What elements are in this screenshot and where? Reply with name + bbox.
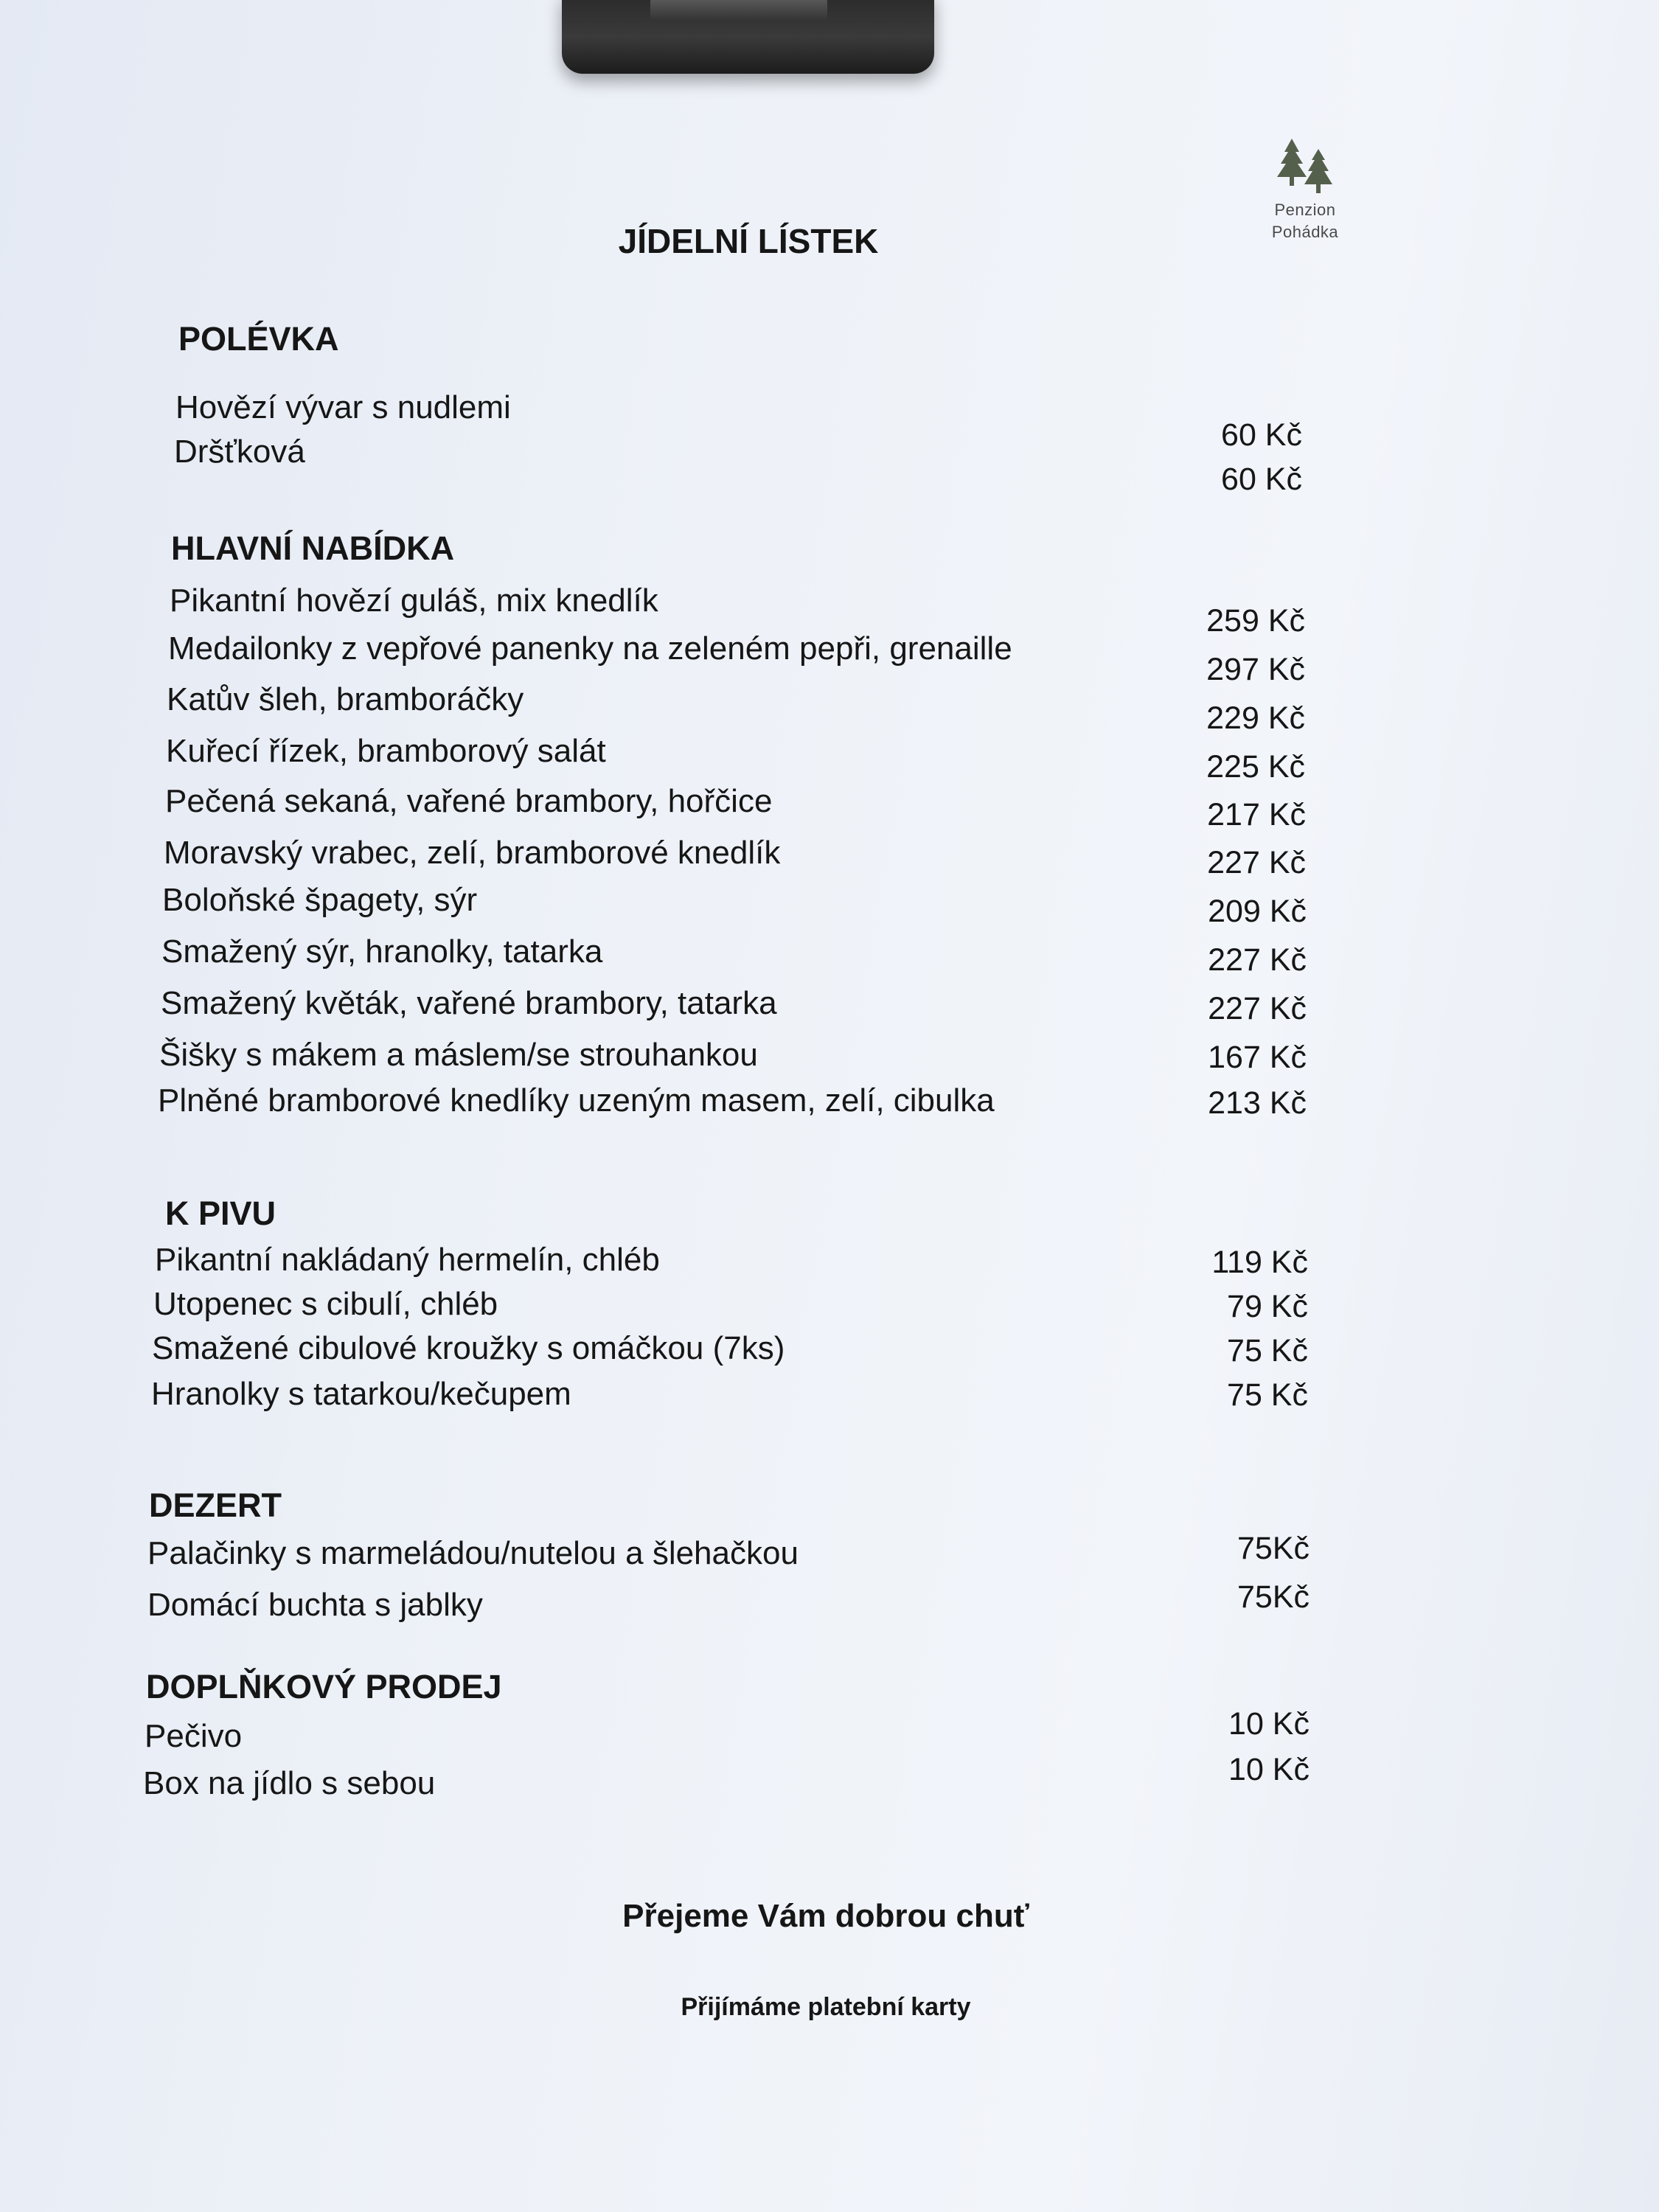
menu-item-name: Palačinky s marmeládou/nutelou a šlehačkou — [147, 1535, 799, 1571]
menu-item-price: 217 Kč — [1207, 797, 1306, 832]
menu-item-price: 209 Kč — [1208, 894, 1307, 929]
menu-item-price: 10 Kč — [1228, 1706, 1310, 1742]
menu-item-name: Pečivo — [145, 1718, 243, 1754]
section-heading-k-pivu: K PIVU — [165, 1194, 276, 1232]
menu-item-name: Boloňské špagety, sýr — [162, 882, 478, 918]
menu-item-price: 297 Kč — [1206, 652, 1305, 687]
menu-item-price: 119 Kč — [1211, 1245, 1308, 1280]
pine-trees-icon — [1268, 137, 1342, 199]
footer-wish: Přejeme Vám dobrou chuť — [622, 1898, 1029, 1934]
menu-item-name: Hranolky s tatarkou/kečupem — [151, 1376, 571, 1412]
menu-item-price: 75Kč — [1237, 1531, 1310, 1566]
section-heading-doplnkovy: DOPLŇKOVÝ PRODEJ — [146, 1668, 502, 1705]
menu-item-price: 75 Kč — [1227, 1333, 1308, 1368]
menu-item-price: 227 Kč — [1207, 845, 1306, 880]
menu-item-name: Dršťková — [174, 434, 305, 470]
logo-line-1: Penzion — [1274, 201, 1336, 219]
footer-payment-note: Přijímáme platební karty — [681, 1993, 971, 2021]
logo-line-2: Pohádka — [1271, 223, 1339, 241]
menu-item-price: 227 Kč — [1208, 991, 1307, 1026]
menu-item-name: Katův šleh, bramboráčky — [167, 681, 524, 717]
clipboard-clip — [562, 0, 934, 74]
menu-item-price: 60 Kč — [1221, 462, 1302, 497]
menu-item-name: Hovězí vývar s nudlemi — [175, 389, 511, 425]
menu-item-name: Pečená sekaná, vařené brambory, hořčice — [165, 783, 773, 819]
menu-item-price: 213 Kč — [1208, 1085, 1307, 1121]
menu-item-name: Šišky s mákem a máslem/se strouhankou — [159, 1037, 758, 1073]
menu-item-price: 259 Kč — [1206, 603, 1305, 639]
menu-item-name: Pikantní nakládaný hermelín, chléb — [155, 1242, 660, 1278]
menu-item-name: Kuřecí řízek, bramborový salát — [166, 733, 606, 769]
section-heading-hlavni: HLAVNÍ NABÍDKA — [171, 529, 455, 567]
section-heading-polevka: POLÉVKA — [178, 320, 339, 358]
menu-item-name: Box na jídlo s sebou — [143, 1765, 436, 1801]
menu-item-price: 167 Kč — [1208, 1040, 1307, 1075]
menu-item-name: Domácí buchta s jablky — [147, 1587, 483, 1623]
menu-item-name: Plněné bramborové knedlíky uzeným masem, zelí, cibulka — [158, 1082, 995, 1119]
menu-item-price: 75Kč — [1237, 1579, 1310, 1615]
menu-item-name: Smažený sýr, hranolky, tatarka — [161, 933, 603, 970]
menu-item-name: Smažený květák, vařené brambory, tatarka — [161, 985, 777, 1021]
section-heading-dezert: DEZERT — [149, 1486, 282, 1524]
menu-item-price: 75 Kč — [1227, 1377, 1308, 1413]
menu-item-price: 227 Kč — [1208, 942, 1307, 978]
menu-item-name: Medailonky z vepřové panenky na zeleném pepři, grenaille — [168, 630, 1012, 667]
menu-item-price: 60 Kč — [1221, 417, 1302, 453]
menu-item-name: Pikantní hovězí guláš, mix knedlík — [170, 582, 658, 619]
menu-title: JÍDELNÍ LÍSTEK — [618, 222, 879, 260]
menu-item-name: Smažené cibulové kroužky s omáčkou (7ks) — [152, 1330, 785, 1366]
menu-item-price: 225 Kč — [1206, 749, 1305, 785]
menu-item-price: 79 Kč — [1227, 1289, 1308, 1324]
menu-item-price: 229 Kč — [1206, 700, 1305, 736]
menu-item-name: Utopenec s cibulí, chléb — [153, 1286, 498, 1322]
menu-item-name: Moravský vrabec, zelí, bramborové knedlík — [164, 835, 781, 871]
menu-item-price: 10 Kč — [1228, 1752, 1310, 1787]
